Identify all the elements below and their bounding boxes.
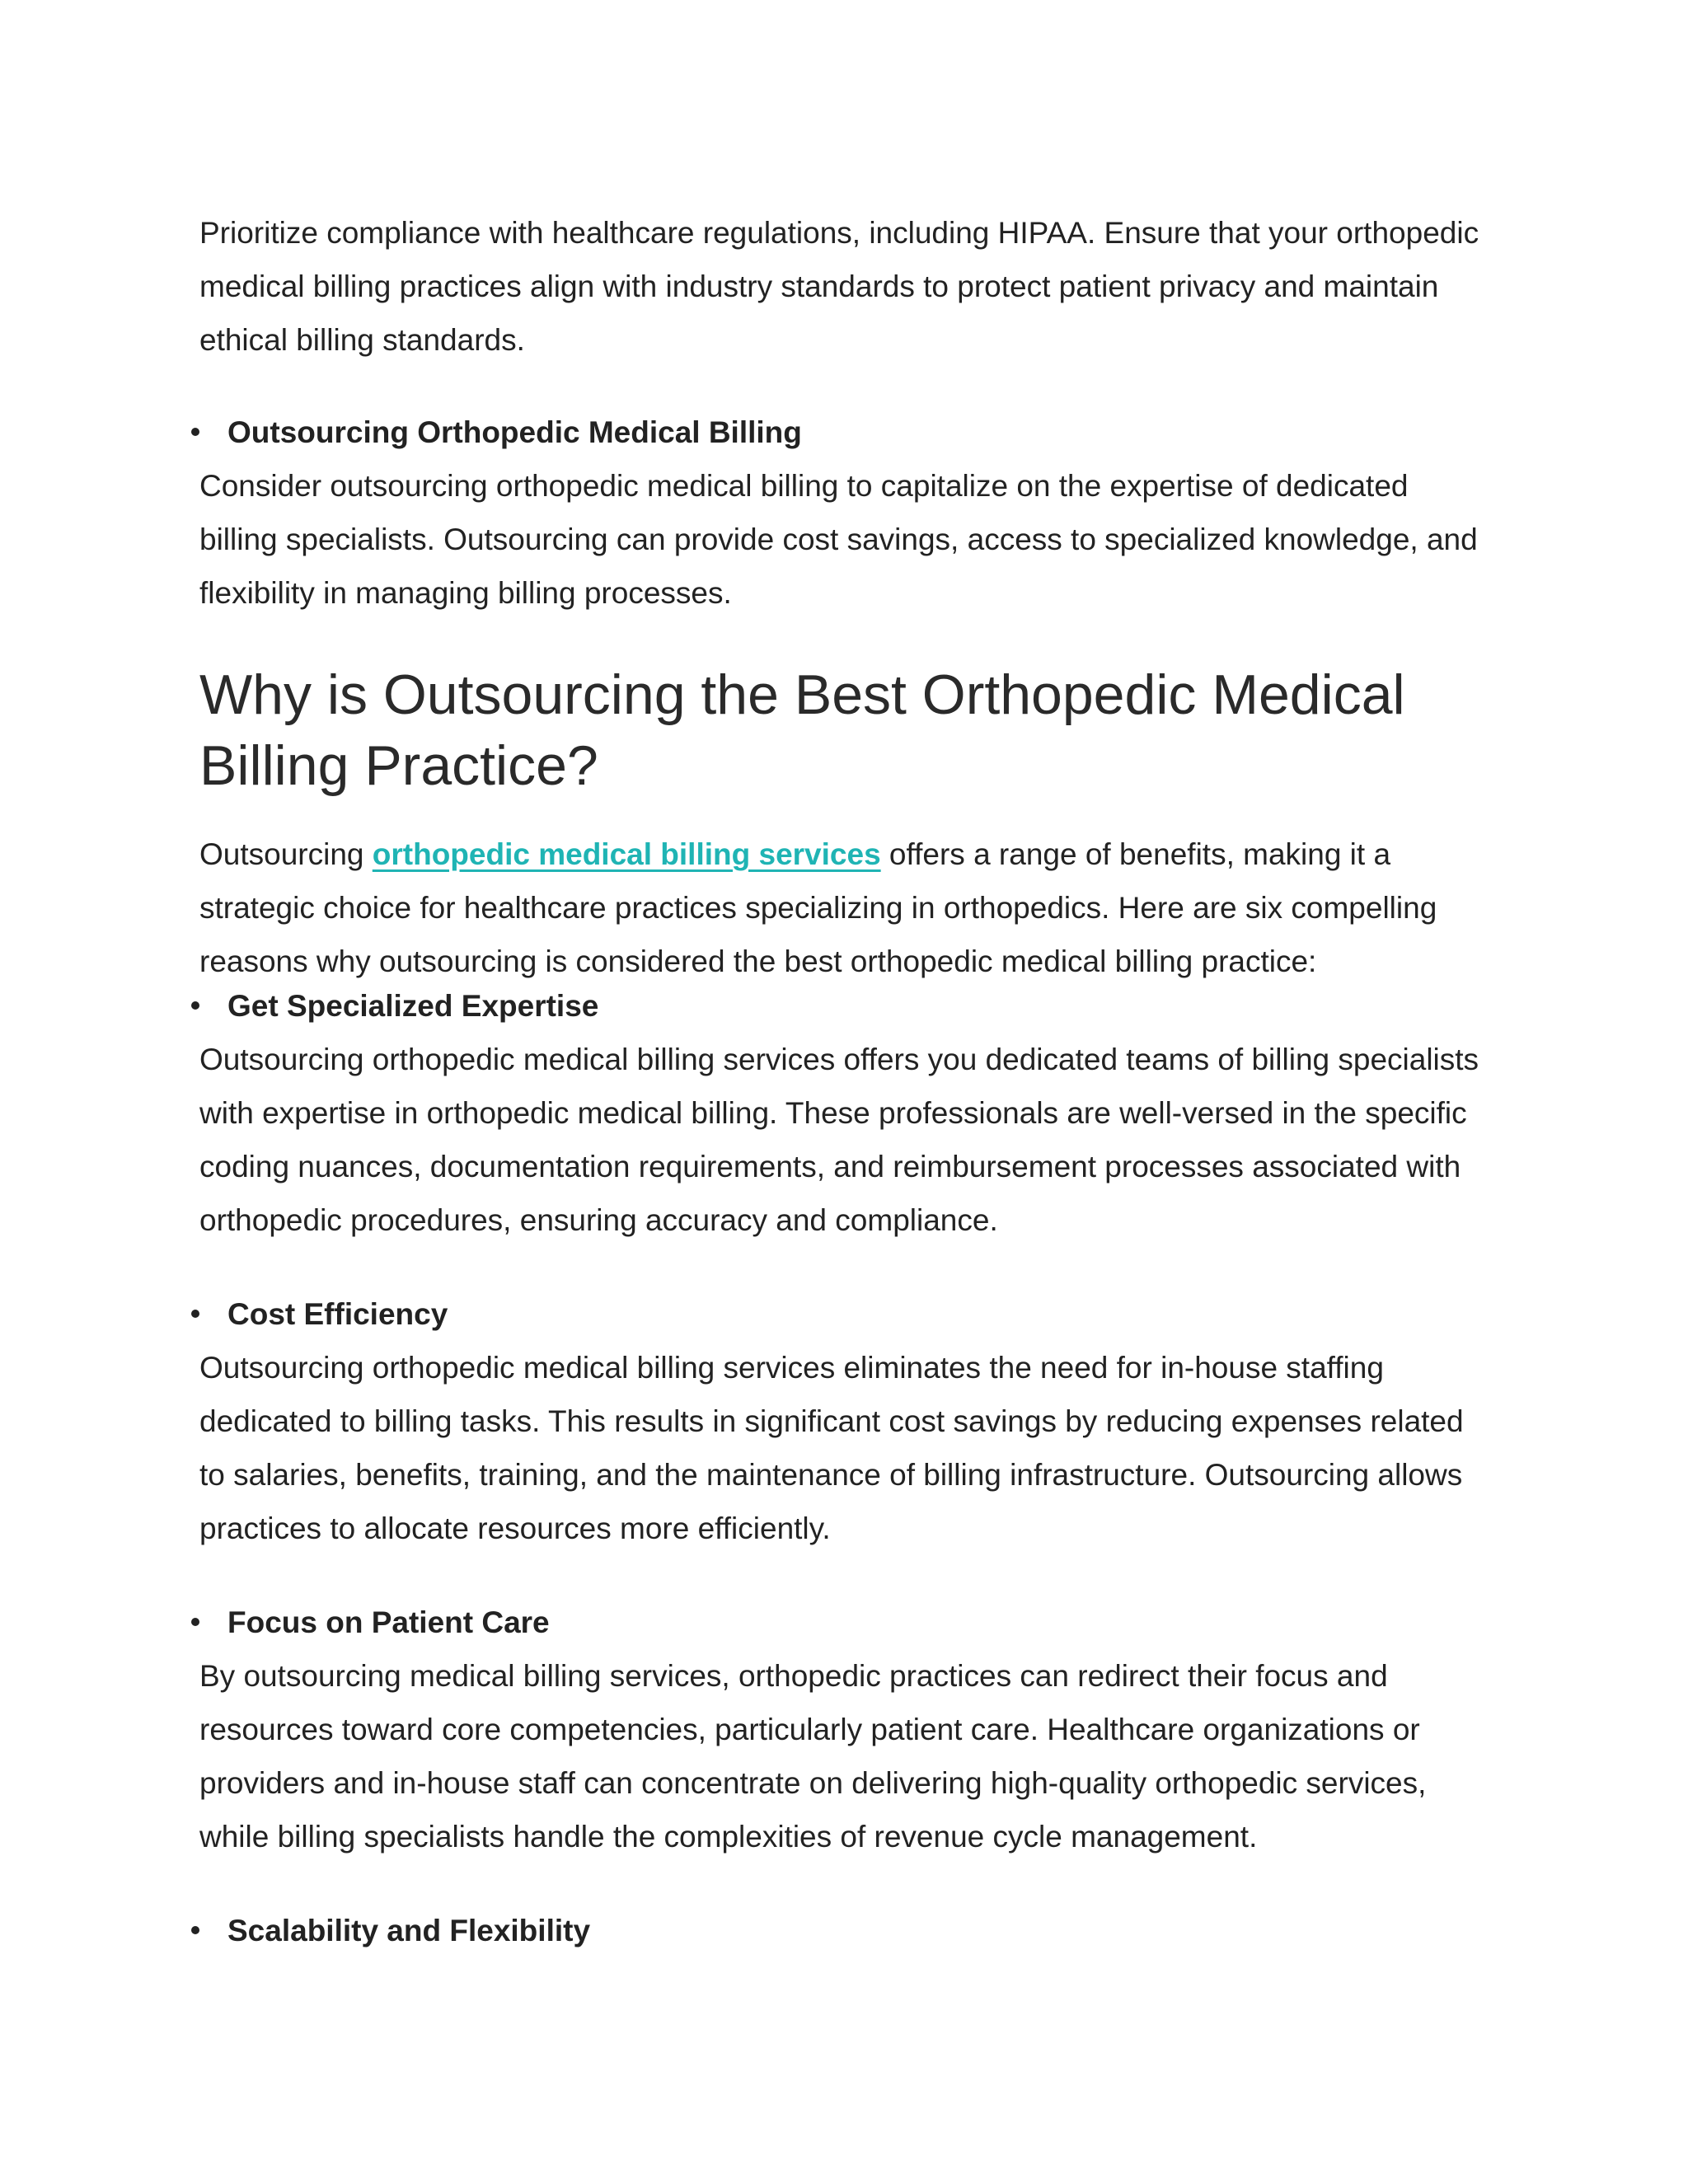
bullet-title: Scalability and Flexibility (227, 1914, 591, 1947)
bullet-dot-icon (191, 1926, 199, 1934)
bullet-title: Outsourcing Orthopedic Medical Billing (227, 415, 802, 449)
bullet-specialized-expertise (191, 979, 598, 1033)
lead-paragraph (199, 827, 1485, 988)
lead-text-before: Outsourcing (199, 837, 373, 871)
bullet-title: Cost Efficiency (227, 1297, 448, 1331)
cost-efficiency-body: Outsourcing orthopedic medical billing services eliminates the need for in-house staffing dedicated to billing tasks. This results in significant cost savings by reducing expenses related to salaries, benefits, training, and the maintenance of billing infrastructure. Outsourcing allows practices to allocate resources more efficiently. (199, 1351, 1464, 1545)
bullet-title: Focus on Patient Care (227, 1605, 550, 1639)
bullet-patient-care (191, 1596, 550, 1649)
specialized-expertise-body: Outsourcing orthopedic medical billing services offers you dedicated teams of billing specialists with expertise in orthopedic medical billing. These professionals are well-versed in the specific coding nuances, documentation requirements, and reimbursement processes associated with orthopedic procedures, ensuring accuracy and compliance. (199, 1043, 1479, 1237)
bullet-outsourcing-billing (191, 405, 802, 459)
bullet-dot-icon (191, 1618, 199, 1626)
bullet-title: Get Specialized Expertise (227, 989, 599, 1023)
intro-paragraph: Prioritize compliance with healthcare regulations, including HIPAA. Ensure that your orthopedic medical billing practices align with industry standards to protect patient privacy and maintain ethical billing standards. (199, 216, 1479, 357)
bullet-dot-icon (191, 1001, 199, 1010)
bullet-dot-icon (191, 1310, 199, 1318)
outsourcing-body: Consider outsourcing orthopedic medical billing to capitalize on the expertise of dedicated billing specialists. Outsourcing can provide cost savings, access to specialized knowledge, and flexibility in managing billing processes. (199, 469, 1478, 610)
patient-care-body: By outsourcing medical billing services, orthopedic practices can redirect their focus and resources toward core competencies, particularly patient care. Healthcare organizations or providers and in-house staff can concentrate on delivering high-quality orthopedic services, while billing specialists handle the complexities of revenue cycle management. (199, 1659, 1427, 1854)
bullet-cost-efficiency (191, 1287, 448, 1341)
bullet-scalability (191, 1904, 590, 1957)
billing-services-link[interactable]: orthopedic medical billing services (372, 837, 881, 871)
section-heading: Why is Outsourcing the Best Orthopedic Medical Billing Practice? (199, 663, 1405, 797)
lead-text-after: offers a range of benefits, making it a strategic choice for healthcare practices specializing in orthopedics. Here are six compelling reasons why outsourcing is considered the best orthopedic medical billing practice: (199, 837, 1437, 978)
bullet-dot-icon (191, 428, 199, 436)
